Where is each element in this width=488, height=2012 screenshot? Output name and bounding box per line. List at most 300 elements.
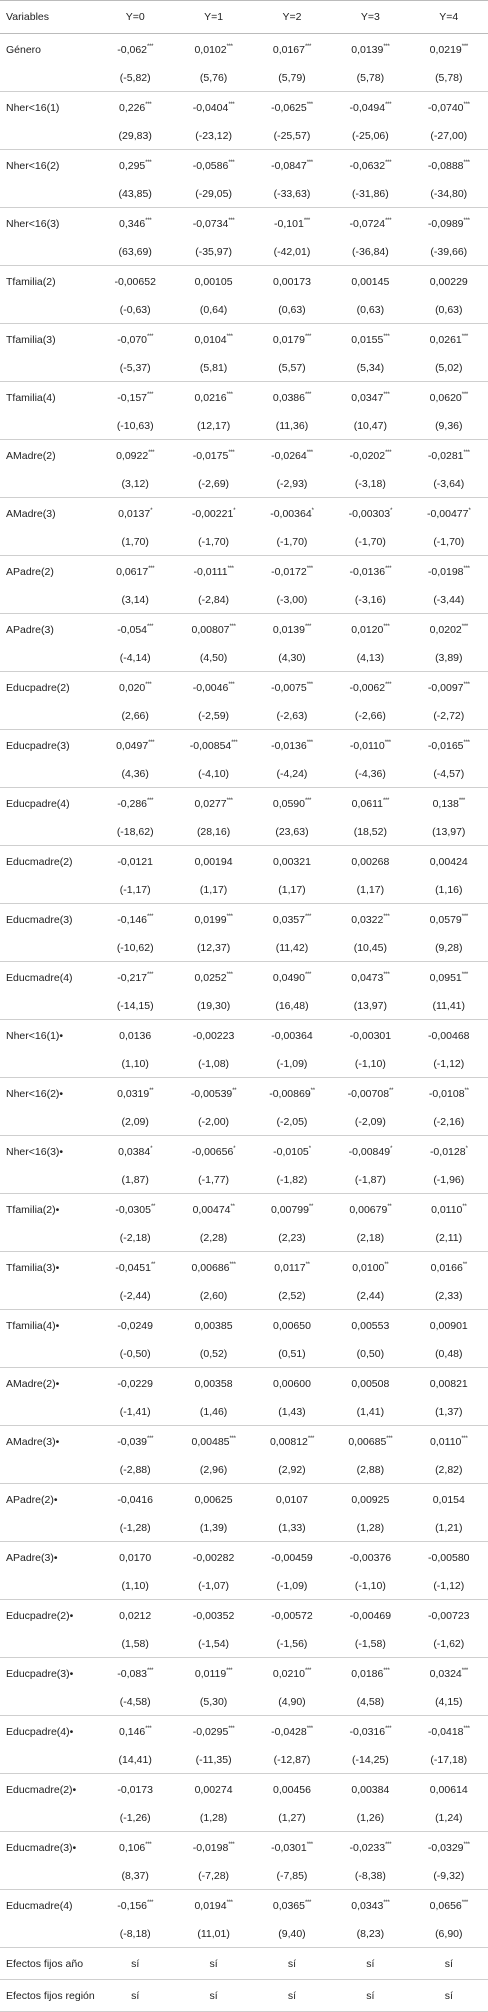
coef-value: -0,0175 bbox=[192, 449, 229, 462]
tstat-cell: (-1,70) bbox=[174, 529, 252, 556]
coef-row bbox=[0, 1136, 488, 1168]
tstat-cell: (18,52) bbox=[331, 819, 409, 846]
tstat-cell: (-33,63) bbox=[253, 181, 331, 208]
coef-row bbox=[0, 34, 488, 66]
tstat-row bbox=[0, 1805, 488, 1832]
significance-stars: ** bbox=[230, 1203, 235, 1210]
coef-value: -0,0418 bbox=[427, 1725, 464, 1738]
coef-row bbox=[0, 382, 488, 414]
significance-stars: ** bbox=[232, 1087, 237, 1094]
coef-value: 0,00650 bbox=[272, 1319, 311, 1332]
significance-stars: * bbox=[150, 1145, 153, 1152]
coef-value: -0,0281 bbox=[427, 449, 464, 462]
coef-value: 0,0136 bbox=[119, 1029, 152, 1042]
tstat-cell: (2,96) bbox=[174, 1457, 252, 1484]
coef-cell bbox=[253, 1194, 331, 1226]
coef-value: -0,0097 bbox=[427, 681, 464, 694]
significance-stars: *** bbox=[385, 681, 392, 688]
coef-cell bbox=[174, 266, 252, 298]
tstat-cell: (1,17) bbox=[174, 877, 252, 904]
tstat-cell: (4,90) bbox=[253, 1689, 331, 1716]
coef-value: 0,0186 bbox=[351, 1667, 384, 1680]
tstat-cell: (1,28) bbox=[331, 1515, 409, 1542]
empty-cell bbox=[0, 1283, 96, 1310]
fixed-effects-cell: sí bbox=[410, 1980, 488, 2012]
coef-row bbox=[0, 1484, 488, 1516]
coef-value: -0,0198 bbox=[427, 565, 464, 578]
fixed-effects-row bbox=[0, 1948, 488, 1980]
coef-row bbox=[0, 672, 488, 704]
variable-label: APadre(2) bbox=[6, 565, 54, 578]
significance-stars: *** bbox=[226, 391, 233, 398]
significance-stars: *** bbox=[463, 159, 470, 166]
coef-value: -0,0632 bbox=[349, 159, 386, 172]
coef-value: 0,00600 bbox=[272, 1377, 311, 1390]
coef-cell bbox=[331, 1658, 409, 1690]
coef-value: 0,0110 bbox=[431, 1203, 463, 1216]
coef-value: -0,00477 bbox=[427, 507, 469, 520]
significance-stars: *** bbox=[145, 101, 152, 108]
coef-cell bbox=[410, 150, 488, 182]
tstat-cell: (-1,56) bbox=[253, 1631, 331, 1658]
coef-value: 0,0322 bbox=[351, 913, 384, 926]
header-y4: Y=4 bbox=[410, 1, 488, 34]
fixed-effects-cell: sí bbox=[410, 1948, 488, 1980]
variable-label: Nher<16(2)• bbox=[6, 1087, 64, 1100]
variable-label: AMadre(3)• bbox=[6, 1435, 60, 1448]
tstat-cell: (-1,12) bbox=[410, 1051, 488, 1078]
coef-value: -0,0136 bbox=[349, 565, 386, 578]
coef-value: 0,00229 bbox=[429, 275, 468, 288]
significance-stars: *** bbox=[228, 101, 235, 108]
tstat-cell: (4,50) bbox=[174, 645, 252, 672]
coef-value: 0,0922 bbox=[116, 449, 149, 462]
tstat-cell: (-27,00) bbox=[410, 123, 488, 150]
significance-stars: *** bbox=[306, 1841, 313, 1848]
tstat-cell: (-1,07) bbox=[174, 1573, 252, 1600]
significance-stars: * bbox=[311, 507, 314, 514]
empty-cell bbox=[0, 181, 96, 208]
coef-value: 0,0202 bbox=[429, 623, 462, 636]
tstat-cell: (2,88) bbox=[331, 1457, 409, 1484]
significance-stars: *** bbox=[461, 391, 468, 398]
tstat-cell: (1,41) bbox=[331, 1399, 409, 1426]
significance-stars: *** bbox=[461, 971, 468, 978]
header-y2: Y=2 bbox=[253, 1, 331, 34]
coef-value: 0,0212 bbox=[119, 1609, 152, 1622]
tstat-cell: (9,40) bbox=[253, 1921, 331, 1948]
tstat-cell: (12,37) bbox=[174, 935, 252, 962]
tstat-cell: (2,33) bbox=[410, 1283, 488, 1310]
table-body bbox=[0, 34, 488, 2012]
significance-stars: *** bbox=[383, 43, 390, 50]
coef-value: -0,101 bbox=[274, 217, 304, 230]
coef-cell bbox=[174, 1832, 252, 1864]
significance-stars: *** bbox=[385, 449, 392, 456]
significance-stars: ** bbox=[310, 1087, 315, 1094]
tstat-cell: (5,34) bbox=[331, 355, 409, 382]
coef-cell bbox=[174, 1774, 252, 1806]
tstat-cell: (-10,62) bbox=[96, 935, 174, 962]
tstat-cell: (-1,58) bbox=[331, 1631, 409, 1658]
variable-label: Nher<16(3)• bbox=[6, 1145, 64, 1158]
variable-label: Educpadre(2) bbox=[6, 681, 70, 694]
coef-cell bbox=[331, 1832, 409, 1864]
tstat-cell: (2,66) bbox=[96, 703, 174, 730]
coef-cell bbox=[410, 1832, 488, 1864]
significance-stars: *** bbox=[383, 971, 390, 978]
significance-stars: *** bbox=[147, 1435, 154, 1442]
significance-stars: *** bbox=[231, 739, 238, 746]
coef-value: -0,0075 bbox=[271, 681, 307, 694]
tstat-cell: (-2,88) bbox=[96, 1457, 174, 1484]
tstat-cell: (10,45) bbox=[331, 935, 409, 962]
tstat-row bbox=[0, 355, 488, 382]
coef-value: 0,00508 bbox=[351, 1377, 390, 1390]
significance-stars: *** bbox=[461, 1435, 468, 1442]
tstat-cell: (-3,18) bbox=[331, 471, 409, 498]
variable-label: Educpadre(2)• bbox=[6, 1609, 74, 1622]
coef-cell bbox=[331, 266, 409, 298]
tstat-cell: (-39,66) bbox=[410, 239, 488, 266]
tstat-cell: (5,57) bbox=[253, 355, 331, 382]
coef-value: 0,00553 bbox=[351, 1319, 390, 1332]
tstat-row bbox=[0, 1225, 488, 1252]
tstat-row bbox=[0, 239, 488, 266]
tstat-cell: (3,12) bbox=[96, 471, 174, 498]
significance-stars: *** bbox=[463, 681, 470, 688]
coef-cell bbox=[174, 150, 252, 182]
tstat-cell: (5,30) bbox=[174, 1689, 252, 1716]
coef-value: 0,0617 bbox=[116, 565, 149, 578]
significance-stars: *** bbox=[226, 1899, 233, 1906]
tstat-row bbox=[0, 1631, 488, 1658]
coef-cell bbox=[331, 208, 409, 240]
coef-value: -0,00376 bbox=[349, 1551, 392, 1564]
tstat-row bbox=[0, 1747, 488, 1774]
coef-value: -0,00364 bbox=[271, 1029, 313, 1042]
significance-stars: *** bbox=[306, 739, 313, 746]
coef-value: -0,0847 bbox=[271, 159, 307, 172]
significance-stars: *** bbox=[304, 1667, 312, 1674]
coef-cell bbox=[96, 730, 174, 762]
coef-cell bbox=[174, 1020, 252, 1052]
tstat-cell: (-1,54) bbox=[174, 1631, 252, 1658]
coef-row bbox=[0, 1716, 488, 1748]
significance-stars: * bbox=[465, 1145, 468, 1152]
coef-value: 0,0252 bbox=[194, 971, 227, 984]
coef-cell bbox=[331, 1310, 409, 1342]
coef-cell bbox=[253, 266, 331, 298]
coef-row bbox=[0, 1426, 488, 1458]
tstat-cell: (-1,77) bbox=[174, 1167, 252, 1194]
coef-value: -0,156 bbox=[117, 1899, 148, 1912]
coef-value: -0,0724 bbox=[349, 217, 386, 230]
coef-value: 0,0110 bbox=[430, 1435, 462, 1448]
tstat-cell: (0,52) bbox=[174, 1341, 252, 1368]
header-row bbox=[0, 1, 488, 34]
tstat-cell: (1,24) bbox=[410, 1805, 488, 1832]
coef-value: 0,0170 bbox=[119, 1551, 152, 1564]
coef-cell bbox=[253, 324, 331, 356]
coef-value: 0,00799 bbox=[270, 1203, 309, 1216]
coef-value: -0,0062 bbox=[349, 681, 386, 694]
coef-value: -0,157 bbox=[117, 391, 148, 404]
header-y3: Y=3 bbox=[331, 1, 409, 34]
significance-stars: *** bbox=[461, 1667, 468, 1674]
tstat-cell: (0,51) bbox=[253, 1341, 331, 1368]
tstat-row bbox=[0, 819, 488, 846]
coef-cell bbox=[410, 382, 488, 414]
significance-stars: *** bbox=[383, 1899, 390, 1906]
significance-stars: ** bbox=[387, 1203, 392, 1210]
coef-cell bbox=[253, 1890, 331, 1922]
tstat-cell: (4,13) bbox=[331, 645, 409, 672]
coef-row bbox=[0, 1310, 488, 1342]
coef-cell bbox=[253, 1078, 331, 1110]
header-y1: Y=1 bbox=[174, 1, 252, 34]
coef-cell bbox=[331, 556, 409, 588]
coef-value: -0,0046 bbox=[192, 681, 229, 694]
tstat-row bbox=[0, 1283, 488, 1310]
coef-row bbox=[0, 1194, 488, 1226]
coef-value: -0,0105 bbox=[273, 1145, 309, 1158]
variable-label: Educmadre(4) bbox=[6, 1899, 73, 1912]
empty-cell bbox=[0, 65, 96, 92]
coef-value: 0,0210 bbox=[272, 1667, 305, 1680]
significance-stars: ** bbox=[150, 1261, 156, 1268]
coef-value: 0,0590 bbox=[272, 797, 305, 810]
significance-stars: *** bbox=[145, 1725, 152, 1732]
fixed-effects-cell: sí bbox=[253, 1948, 331, 1980]
tstat-cell: (-4,14) bbox=[96, 645, 174, 672]
tstat-cell: (11,36) bbox=[253, 413, 331, 440]
coef-value: -0,00854 bbox=[189, 739, 232, 752]
significance-stars: *** bbox=[383, 391, 390, 398]
significance-stars: *** bbox=[228, 681, 235, 688]
coef-cell bbox=[410, 614, 488, 646]
tstat-cell: (-34,80) bbox=[410, 181, 488, 208]
coef-value: 0,0117 bbox=[274, 1261, 306, 1274]
coef-cell bbox=[410, 846, 488, 878]
coef-value: 0,00925 bbox=[351, 1493, 390, 1506]
coef-value: 0,0137 bbox=[118, 507, 151, 520]
tstat-cell: (4,15) bbox=[410, 1689, 488, 1716]
coef-cell bbox=[331, 1252, 409, 1284]
tstat-cell: (-7,85) bbox=[253, 1863, 331, 1890]
coef-value: 0,00173 bbox=[272, 275, 311, 288]
significance-stars: ** bbox=[462, 1261, 467, 1268]
coef-value: -0,0198 bbox=[192, 1841, 229, 1854]
coef-cell bbox=[253, 34, 331, 66]
coef-value: 0,00274 bbox=[194, 1783, 233, 1796]
variable-label: Tfamilia(2) bbox=[6, 275, 56, 288]
coef-cell bbox=[410, 1484, 488, 1516]
significance-stars: *** bbox=[463, 565, 470, 572]
coef-cell bbox=[410, 556, 488, 588]
coef-row bbox=[0, 498, 488, 530]
significance-stars: *** bbox=[463, 739, 470, 746]
coef-cell bbox=[174, 614, 252, 646]
tstat-cell: (2,82) bbox=[410, 1457, 488, 1484]
coef-value: 0,0154 bbox=[432, 1493, 465, 1506]
tstat-cell: (1,28) bbox=[174, 1805, 252, 1832]
significance-stars: *** bbox=[147, 623, 154, 630]
tstat-cell: (-2,16) bbox=[410, 1109, 488, 1136]
tstat-cell: (2,11) bbox=[410, 1225, 488, 1252]
coef-value: 0,106 bbox=[119, 1841, 146, 1854]
coef-value: -0,0625 bbox=[271, 101, 307, 114]
coef-cell bbox=[174, 498, 252, 530]
coef-value: -0,0734 bbox=[192, 217, 229, 230]
tstat-cell: (-1,10) bbox=[331, 1573, 409, 1600]
fixed-effects-row bbox=[0, 1980, 488, 2012]
coef-cell bbox=[96, 614, 174, 646]
coef-value: -0,0451 bbox=[115, 1261, 151, 1274]
coef-cell bbox=[96, 208, 174, 240]
significance-stars: ** bbox=[389, 1087, 394, 1094]
coef-row bbox=[0, 1368, 488, 1400]
significance-stars: ** bbox=[308, 1203, 313, 1210]
coef-cell bbox=[410, 1774, 488, 1806]
coef-value: 0,00485 bbox=[191, 1435, 230, 1448]
tstat-cell: (-2,05) bbox=[253, 1109, 331, 1136]
coef-row bbox=[0, 1774, 488, 1806]
empty-cell bbox=[0, 935, 96, 962]
coef-value: 0,00456 bbox=[272, 1783, 311, 1796]
significance-stars: *** bbox=[461, 913, 468, 920]
significance-stars: *** bbox=[303, 217, 310, 224]
variable-label: Nher<16(1) bbox=[6, 101, 60, 114]
coef-cell bbox=[253, 1252, 331, 1284]
coef-value: 0,295 bbox=[119, 159, 146, 172]
tstat-row bbox=[0, 1109, 488, 1136]
coef-value: 0,0102 bbox=[194, 43, 227, 56]
coef-cell bbox=[174, 1136, 252, 1168]
coef-cell bbox=[174, 1078, 252, 1110]
coef-value: 0,00685 bbox=[348, 1435, 387, 1448]
coef-value: 0,0579 bbox=[429, 913, 462, 926]
tstat-cell: (-1,70) bbox=[410, 529, 488, 556]
coef-cell bbox=[410, 324, 488, 356]
empty-cell bbox=[0, 761, 96, 788]
variable-label: Educmadre(2) bbox=[6, 855, 73, 868]
significance-stars: *** bbox=[383, 913, 390, 920]
fixed-effects-cell: sí bbox=[96, 1980, 174, 2012]
coef-value: -0,054 bbox=[117, 623, 148, 636]
coef-cell bbox=[410, 440, 488, 472]
coef-cell bbox=[410, 730, 488, 762]
tstat-cell: (1,16) bbox=[410, 877, 488, 904]
coef-value: 0,0324 bbox=[429, 1667, 462, 1680]
tstat-cell: (-8,18) bbox=[96, 1921, 174, 1948]
empty-cell bbox=[0, 355, 96, 382]
empty-cell bbox=[0, 239, 96, 266]
coef-value: 0,0384 bbox=[118, 1145, 151, 1158]
tstat-cell: (2,18) bbox=[331, 1225, 409, 1252]
coef-cell bbox=[174, 1542, 252, 1574]
coef-cell bbox=[253, 498, 331, 530]
tstat-cell: (-2,00) bbox=[174, 1109, 252, 1136]
tstat-cell: (2,23) bbox=[253, 1225, 331, 1252]
significance-stars: *** bbox=[386, 1435, 393, 1442]
coef-value: 0,00268 bbox=[351, 855, 390, 868]
coef-cell bbox=[174, 1600, 252, 1632]
significance-stars: *** bbox=[306, 565, 313, 572]
coef-value: 0,0347 bbox=[351, 391, 384, 404]
coef-cell bbox=[331, 730, 409, 762]
significance-stars: *** bbox=[148, 739, 155, 746]
coef-row bbox=[0, 730, 488, 762]
empty-cell bbox=[0, 413, 96, 440]
coef-value: -0,00580 bbox=[428, 1551, 470, 1564]
tstat-cell: (-3,64) bbox=[410, 471, 488, 498]
significance-stars: *** bbox=[148, 565, 155, 572]
significance-stars: *** bbox=[306, 1725, 313, 1732]
coef-cell bbox=[410, 1542, 488, 1574]
significance-stars: ** bbox=[150, 1203, 156, 1210]
tstat-cell: (-35,97) bbox=[174, 239, 252, 266]
tstat-cell: (1,10) bbox=[96, 1573, 174, 1600]
significance-stars: *** bbox=[147, 1667, 154, 1674]
significance-stars: ** bbox=[305, 1261, 310, 1268]
significance-stars: *** bbox=[226, 43, 233, 50]
coef-value: -0,00468 bbox=[428, 1029, 470, 1042]
tstat-cell: (-1,08) bbox=[174, 1051, 252, 1078]
significance-stars: *** bbox=[461, 623, 468, 630]
coef-value: 0,0167 bbox=[272, 43, 305, 56]
variable-label: Educmadre(3) bbox=[6, 913, 73, 926]
tstat-cell: (-2,09) bbox=[331, 1109, 409, 1136]
coef-cell bbox=[253, 1136, 331, 1168]
coef-row bbox=[0, 208, 488, 240]
coef-cell bbox=[174, 1252, 252, 1284]
coef-value: -0,0264 bbox=[271, 449, 307, 462]
coef-cell bbox=[253, 1368, 331, 1400]
tstat-cell: (-2,63) bbox=[253, 703, 331, 730]
tstat-cell: (-4,57) bbox=[410, 761, 488, 788]
tstat-cell: (2,52) bbox=[253, 1283, 331, 1310]
coef-value: -0,0202 bbox=[349, 449, 386, 462]
coef-value: -0,00221 bbox=[191, 507, 234, 520]
coef-value: 0,00194 bbox=[194, 855, 233, 868]
coef-cell bbox=[253, 672, 331, 704]
coef-cell bbox=[174, 92, 252, 124]
tstat-cell: (0,64) bbox=[174, 297, 252, 324]
tstat-cell: (3,14) bbox=[96, 587, 174, 614]
coef-cell bbox=[96, 1890, 174, 1922]
coef-value: -0,0121 bbox=[117, 855, 153, 868]
fixed-effects-cell: sí bbox=[174, 1948, 252, 1980]
coef-cell bbox=[410, 1658, 488, 1690]
variable-label: Educpadre(4) bbox=[6, 797, 70, 810]
tstat-cell: (5,02) bbox=[410, 355, 488, 382]
tstat-row bbox=[0, 1689, 488, 1716]
tstat-cell: (-1,09) bbox=[253, 1573, 331, 1600]
tstat-cell: (-4,10) bbox=[174, 761, 252, 788]
tstat-cell: (1,39) bbox=[174, 1515, 252, 1542]
tstat-cell: (1,87) bbox=[96, 1167, 174, 1194]
coef-cell bbox=[96, 440, 174, 472]
coef-value: -0,0229 bbox=[117, 1377, 153, 1390]
coef-cell bbox=[174, 1658, 252, 1690]
coef-value: 0,146 bbox=[119, 1725, 146, 1738]
coef-value: -0,0108 bbox=[428, 1087, 465, 1100]
significance-stars: *** bbox=[228, 1841, 235, 1848]
coef-value: -0,00469 bbox=[349, 1609, 392, 1622]
variable-label: APadre(3)• bbox=[6, 1551, 58, 1564]
tstat-cell: (-1,28) bbox=[96, 1515, 174, 1542]
